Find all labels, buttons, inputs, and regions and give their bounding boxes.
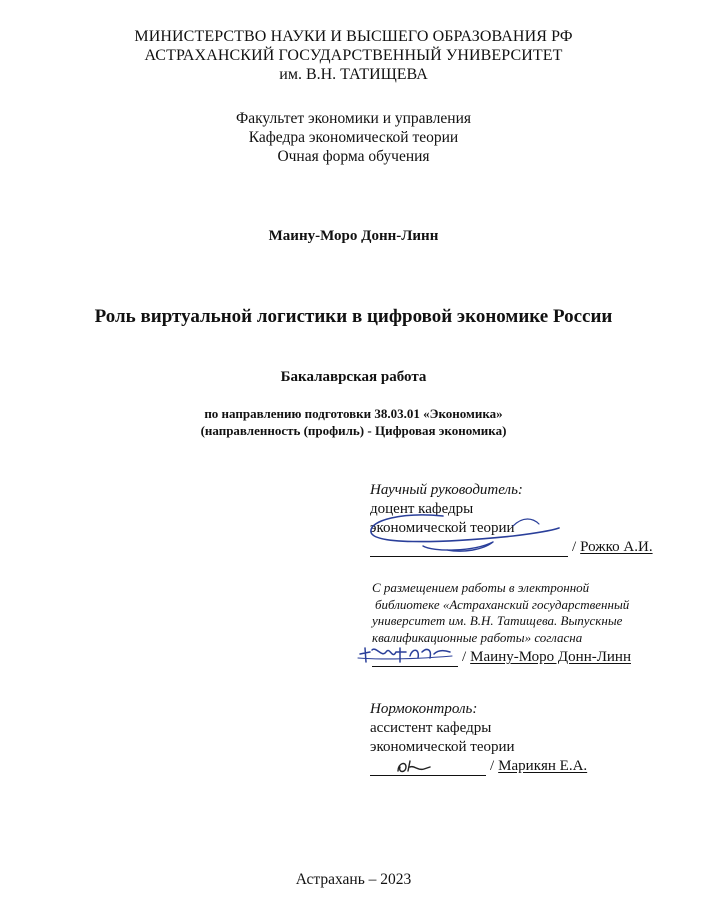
consent-line-2: библиотеке «Астраханский государственный: [375, 596, 630, 612]
normcontrol-signature-blank: [370, 759, 486, 776]
study-form-line: Очная форма обучения: [277, 148, 430, 165]
supervisor-signature-blank: [370, 540, 568, 557]
city-year: Астрахань – 2023: [295, 871, 412, 888]
consent-line-1: С размещением работы в электронной: [372, 580, 590, 595]
ministry-line: МИНИСТЕРСТВО НАУКИ И ВЫСШЕГО ОБРАЗОВАНИЯ РФ: [134, 28, 573, 45]
supervisor-heading: Научный руководитель:: [370, 482, 523, 498]
consent-separator: /: [462, 649, 467, 665]
consent-line-4: квалификационные работы» согласна: [372, 629, 583, 645]
normcontrol-position-2: экономической теории: [370, 739, 515, 755]
direction-line-2: (направленность (профиль) - Цифровая экономика): [200, 423, 507, 438]
faculty-line: Факультет экономики и управления: [235, 110, 471, 127]
named-after-line: им. В.Н. ТАТИЩЕВА: [279, 66, 428, 83]
university-line: АСТРАХАНСКИЙ ГОСУДАРСТВЕННЫЙ УНИВЕРСИТЕТ: [144, 47, 563, 64]
consent-signature-line: [372, 648, 692, 667]
supervisor-position-1: доцент кафедры: [370, 501, 474, 517]
supervisor-separator: /: [572, 539, 577, 555]
direction-line-1: по направлению подготовки 38.03.01 «Экономика»: [204, 406, 503, 421]
supervisor-name: Рожко А.И.: [580, 539, 653, 555]
supervisor-signature-line: [370, 538, 690, 557]
work-type: Бакалаврская работа: [280, 369, 427, 385]
supervisor-position-2: экономической теории: [370, 520, 515, 536]
consent-line-3: университет им. В.Н. Татищева. Выпускные: [372, 613, 623, 628]
normcontrol-block: [370, 700, 690, 776]
thesis-title: Роль виртуальной логистики в цифровой экономике России: [94, 306, 613, 327]
consent-name: Маину-Моро Донн-Линн: [470, 649, 631, 665]
author-name: Маину-Моро Донн-Линн: [268, 228, 439, 244]
normcontrol-position-1: ассистент кафедры: [370, 720, 492, 736]
consent-signature-blank: [372, 650, 458, 667]
normcontrol-heading: Нормоконтроль:: [370, 701, 478, 717]
department-line: Кафедра экономической теории: [248, 129, 459, 146]
normcontrol-name: Марикян Е.А.: [498, 758, 588, 774]
normcontrol-separator: /: [490, 758, 495, 774]
supervisor-block: [370, 481, 690, 557]
consent-block: [372, 580, 692, 667]
normcontrol-signature-line: [370, 757, 690, 776]
